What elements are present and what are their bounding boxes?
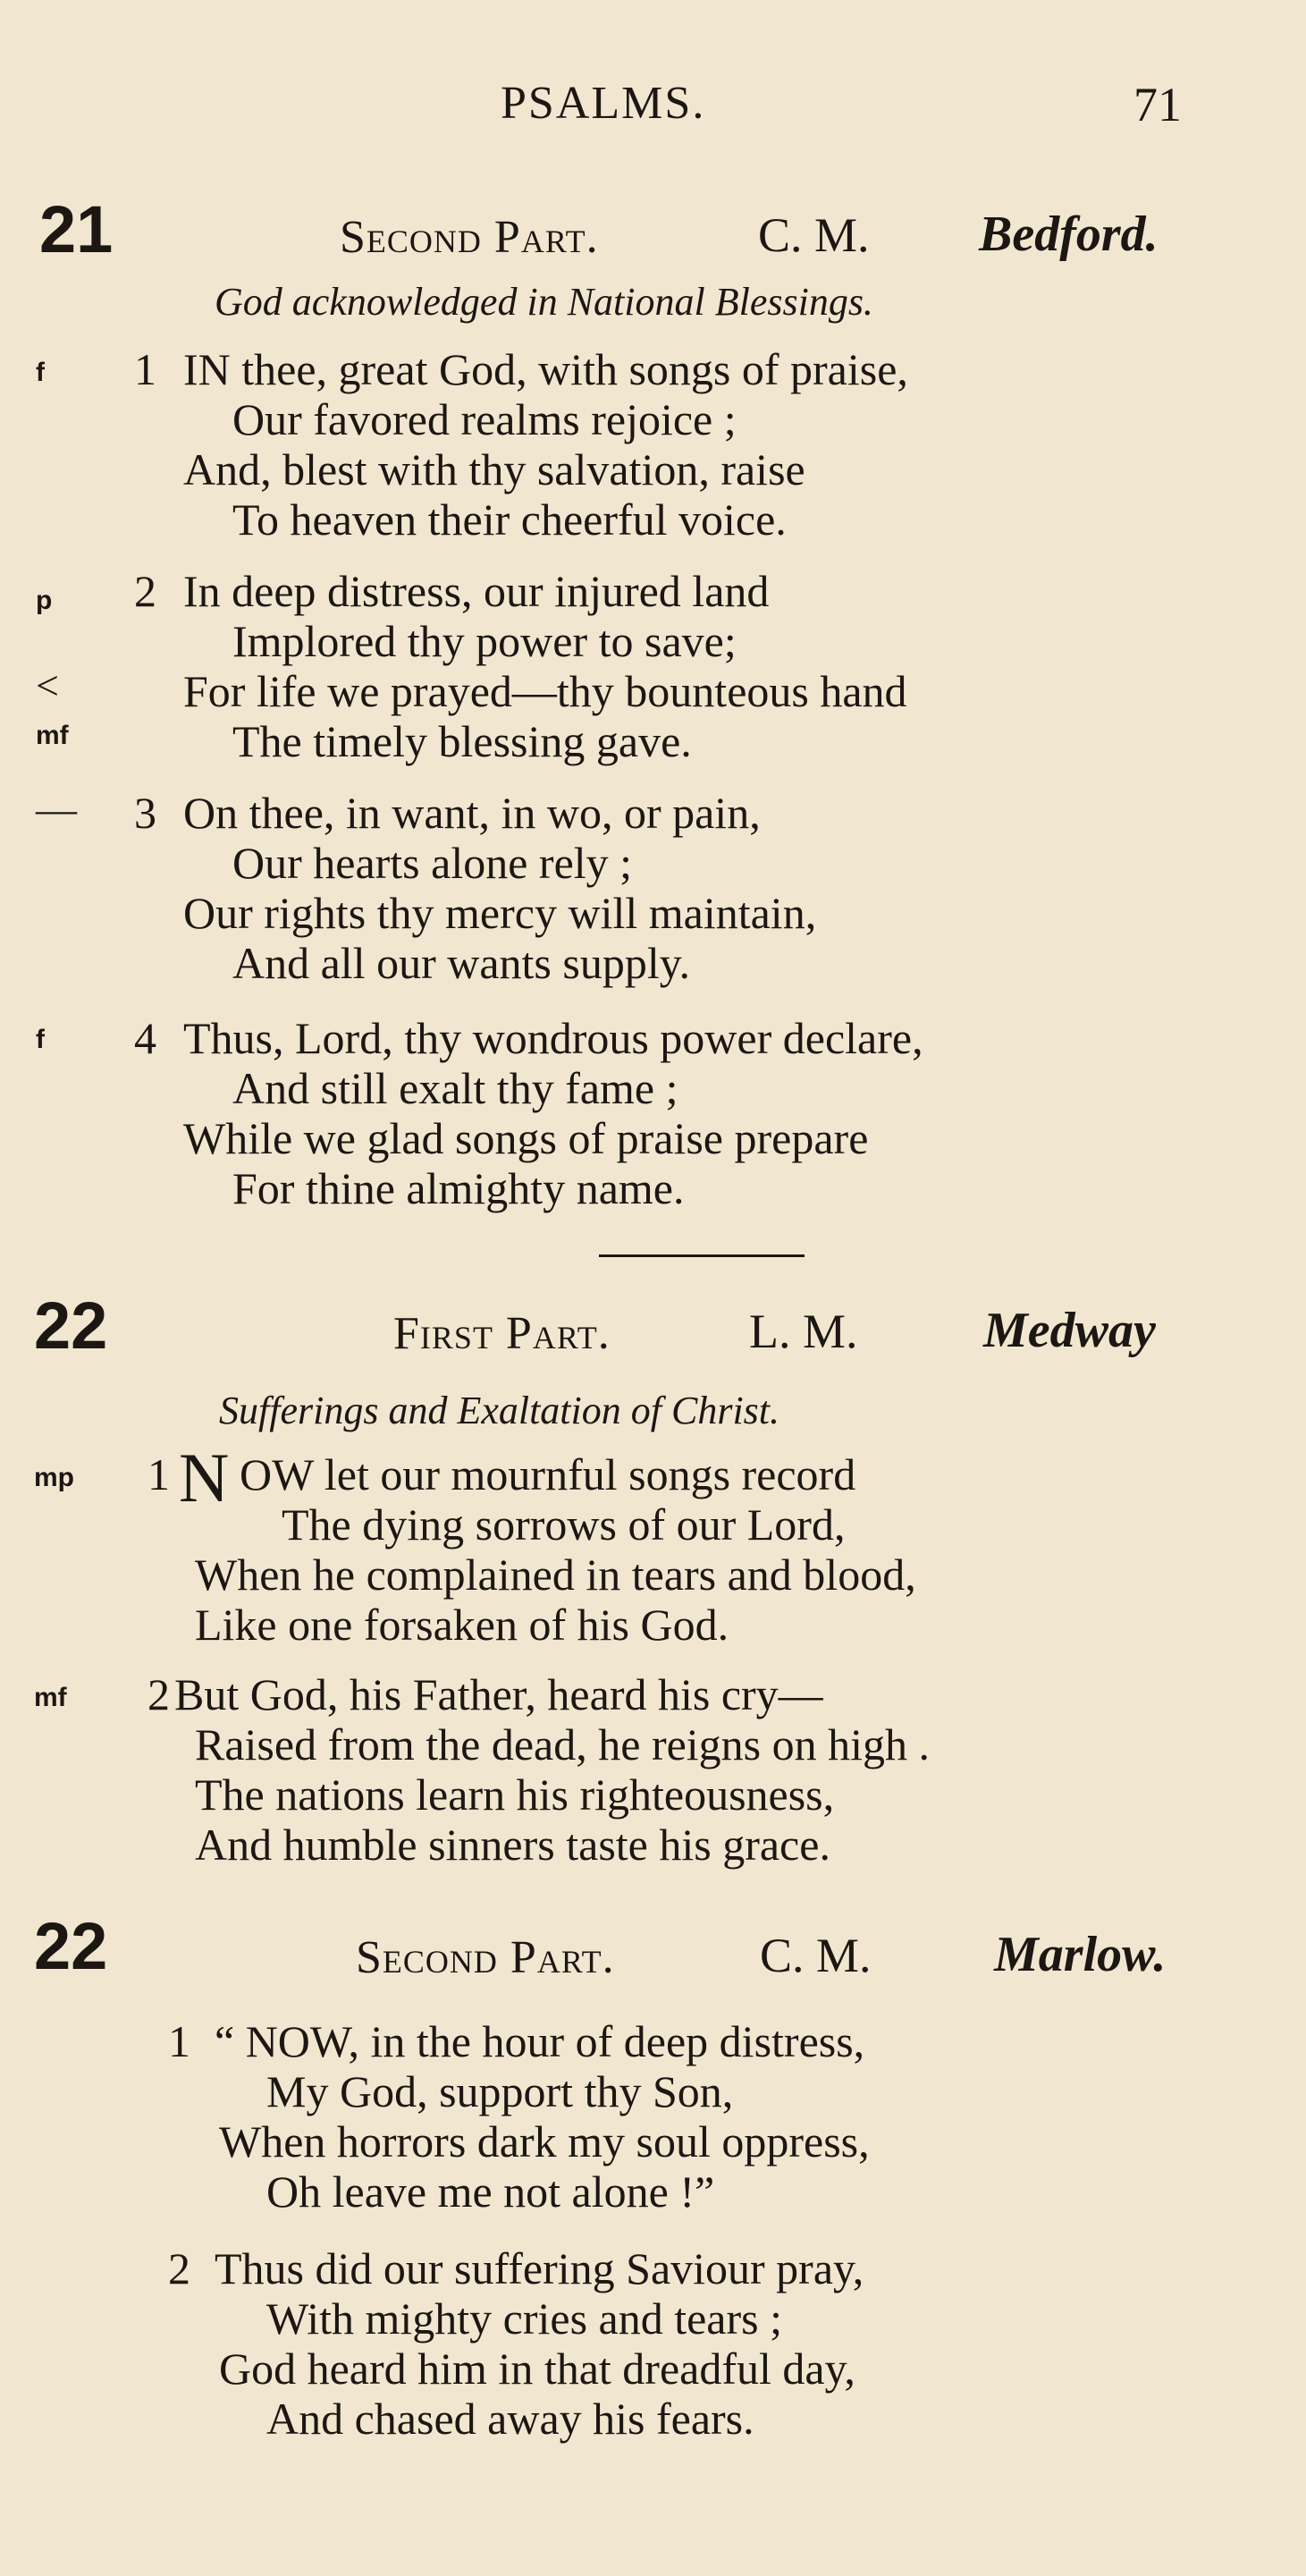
- hymn-part: Second Part.: [356, 1932, 615, 1983]
- verse-line: Our favored realms rejoice ;: [232, 394, 737, 444]
- hymn-subtitle: Sufferings and Exaltation of Christ.: [219, 1389, 780, 1432]
- hymn-number: 22: [34, 1909, 108, 1983]
- hymn-part: First Part.: [393, 1308, 611, 1359]
- verse-line: When horrors dark my soul oppress,: [219, 2116, 870, 2166]
- verse-number: 1: [147, 1449, 170, 1499]
- verse-number: 4: [134, 1013, 156, 1063]
- hymn-number: 21: [39, 192, 114, 266]
- dynamic-marking: mf: [36, 721, 69, 750]
- verse-line: For thine almighty name.: [232, 1163, 685, 1213]
- verse-line: Thus, Lord, thy wondrous power declare,: [183, 1013, 923, 1063]
- dynamic-marking: f: [36, 358, 45, 387]
- verse-line: While we glad songs of praise prepare: [183, 1113, 869, 1163]
- dynamic-marking: p: [36, 586, 53, 615]
- verse-line: The dying sorrows of our Lord,: [282, 1499, 846, 1550]
- verse-line: The timely blessing gave.: [232, 716, 692, 766]
- verse-line: “ NOW, in the hour of deep distress,: [215, 2016, 865, 2066]
- hymn-subtitle: God acknowledged in National Blessings.: [215, 280, 873, 324]
- verse-line: Our hearts alone rely ;: [232, 838, 633, 888]
- verse-number: 2: [134, 566, 156, 616]
- verse-line: With mighty cries and tears ;: [266, 2293, 783, 2344]
- verse-line: God heard him in that dreadful day,: [219, 2344, 855, 2394]
- verse-number: 1: [134, 344, 156, 394]
- verse-number: 2: [168, 2243, 190, 2293]
- verse-line: On thee, in want, in wo, or pain,: [183, 788, 761, 838]
- verse-line: And all our wants supply.: [232, 938, 690, 988]
- hymn-meter: L. M.: [749, 1305, 858, 1358]
- verse-number: 3: [134, 788, 156, 838]
- verse-line: To heaven their cheerful voice.: [232, 494, 787, 545]
- hymn-meter: C. M.: [760, 1929, 872, 1982]
- verse-line: Oh leave me not alone !”: [266, 2166, 715, 2217]
- hymn-meter: C. M.: [758, 208, 870, 262]
- hymn-tune: Bedford.: [979, 207, 1159, 262]
- verse-line: And, blest with thy salvation, raise: [183, 444, 805, 494]
- verse-number: 1: [168, 2016, 190, 2066]
- hymn-tune: Marlow.: [994, 1927, 1167, 1982]
- dynamic-marking: mp: [34, 1463, 74, 1492]
- hymn-part: Second Part.: [340, 212, 599, 263]
- verse-line: And still exalt thy fame ;: [232, 1063, 678, 1113]
- verse-line: Implored thy power to save;: [232, 616, 737, 666]
- verse-line: And humble sinners taste his grace.: [195, 1820, 830, 1870]
- dynamic-marking: f: [36, 1025, 45, 1054]
- dynamic-marking: —: [36, 786, 77, 832]
- verse-line: And chased away his fears.: [266, 2394, 754, 2444]
- hymn-tune: Medway: [983, 1303, 1156, 1358]
- verse-line: In deep distress, our injured land: [183, 566, 770, 616]
- verse-line: Thus did our suffering Saviour pray,: [215, 2243, 864, 2293]
- verse-line: Like one forsaken of his God.: [195, 1600, 729, 1650]
- page-number: 71: [1133, 78, 1182, 131]
- verse-line: But God, his Father, heard his cry—: [174, 1669, 823, 1719]
- verse-line: OW let our mournful songs record: [240, 1449, 856, 1499]
- section-divider: [599, 1254, 805, 1257]
- verse-line: The nations learn his righteousness,: [195, 1769, 835, 1820]
- verse-line: For life we prayed—thy bounteous hand: [183, 666, 907, 716]
- hymn-number: 22: [34, 1288, 108, 1363]
- verse-line: When he complained in tears and blood,: [195, 1550, 916, 1600]
- running-title: PSALMS.: [501, 78, 706, 129]
- verse-line: Our rights thy mercy will maintain,: [183, 888, 817, 938]
- verse-line: IN thee, great God, with songs of praise,: [183, 344, 908, 394]
- drop-cap: N: [179, 1439, 230, 1516]
- crescendo-marking: <: [36, 663, 59, 708]
- dynamic-marking: mf: [34, 1683, 67, 1712]
- verse-number: 2: [147, 1669, 170, 1719]
- verse-line: My God, support thy Son,: [266, 2066, 734, 2116]
- verse-line: Raised from the dead, he reigns on high .: [195, 1719, 931, 1769]
